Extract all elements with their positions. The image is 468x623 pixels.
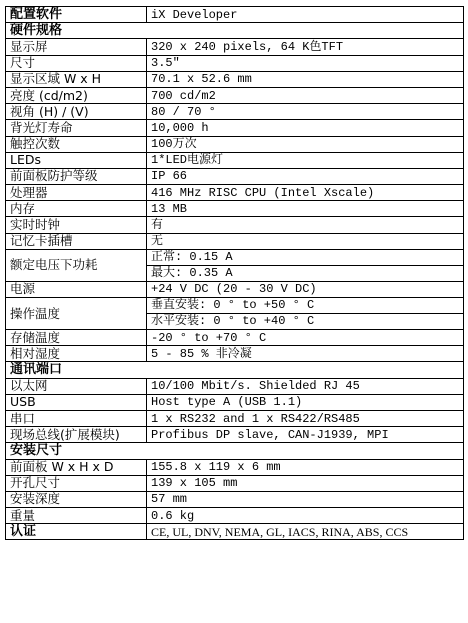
spec-label: 亮度 (cd/m2) (6, 87, 147, 103)
spec-value: 1 x RS232 and 1 x RS422/RS485 (147, 410, 464, 426)
spec-label: 实时时钟 (6, 217, 147, 233)
spec-row-power (6, 249, 464, 281)
spec-label: 操作温度 (6, 298, 147, 330)
spec-value-op-temp (147, 298, 464, 330)
spec-row (6, 217, 464, 233)
spec-value: 100万次 (147, 136, 464, 152)
spec-row (6, 346, 464, 362)
spec-row (6, 71, 464, 87)
spec-value: 80 / 70 ° (147, 104, 464, 120)
spec-label: 以太网 (6, 378, 147, 394)
section-comm (6, 362, 464, 378)
spec-label: 安装深度 (6, 491, 147, 507)
spec-row (6, 168, 464, 184)
cert-value: CE, UL, DNV, NEMA, GL, IACS, RINA, ABS, CCS (147, 524, 464, 540)
spec-row-op-temp (6, 298, 464, 330)
op-temp-horizontal: 水平安装: 0 ° to +40 ° C (151, 314, 315, 328)
spec-label: 相对湿度 (6, 346, 147, 362)
config-software-value: iX Developer (147, 7, 464, 23)
spec-row (6, 39, 464, 55)
spec-value: -20 ° to +70 ° C (147, 330, 464, 346)
spec-value: 320 x 240 pixels, 64 K色TFT (147, 39, 464, 55)
spec-row-fieldbus (6, 427, 464, 443)
op-temp-vertical: 垂直安装: 0 ° to +50 ° C (147, 298, 463, 314)
spec-row (6, 459, 464, 475)
spec-value: 700 cd/m2 (147, 87, 464, 103)
section-title: 通讯端口 (6, 362, 464, 378)
config-software-label: 配置软件 (6, 7, 147, 23)
spec-label: 存储温度 (6, 330, 147, 346)
spec-table (5, 6, 464, 540)
cert-label: 认证 (6, 524, 147, 540)
spec-label: 显示屏 (6, 39, 147, 55)
spec-label: 尺寸 (6, 55, 147, 71)
spec-row (6, 185, 464, 201)
spec-value: 5 - 85 % 非冷凝 (147, 346, 464, 362)
spec-value: 无 (147, 233, 464, 249)
spec-value: 70.1 x 52.6 mm (147, 71, 464, 87)
section-title: 硬件规格 (6, 23, 464, 39)
section-hardware (6, 23, 464, 39)
spec-value: 57 mm (147, 491, 464, 507)
cert-row (6, 524, 464, 540)
spec-row (6, 475, 464, 491)
spec-label: 触控次数 (6, 136, 147, 152)
spec-row (6, 330, 464, 346)
spec-value: 155.8 x 119 x 6 mm (147, 459, 464, 475)
spec-row (6, 152, 464, 168)
spec-label: 串口 (6, 410, 147, 426)
spec-value: Profibus DP slave, CAN-J1939, MPI (147, 427, 464, 443)
spec-label: 额定电压下功耗 (6, 249, 147, 281)
spec-value: 139 x 105 mm (147, 475, 464, 491)
spec-label: 重量 (6, 508, 147, 524)
spec-label: 处理器 (6, 185, 147, 201)
spec-row (6, 281, 464, 297)
spec-value: Host type A (USB 1.1) (147, 394, 464, 410)
spec-label: USB (6, 394, 147, 410)
spec-row (6, 233, 464, 249)
spec-label: 开孔尺寸 (6, 475, 147, 491)
power-max: 最大: 0.35 A (151, 265, 233, 280)
spec-label: 现场总线(扩展模块) (6, 427, 147, 443)
spec-row (6, 136, 464, 152)
spec-value: 3.5″ (147, 55, 464, 71)
spec-label: 显示区域 W x H (6, 71, 147, 87)
spec-row (6, 201, 464, 217)
spec-value: 有 (147, 217, 464, 233)
spec-value: 1*LED电源灯 (147, 152, 464, 168)
spec-label: 背光灯寿命 (6, 120, 147, 136)
spec-row (6, 508, 464, 524)
spec-value: 10,000 h (147, 120, 464, 136)
spec-value: 416 MHz RISC CPU (Intel Xscale) (147, 185, 464, 201)
spec-label: 前面板 W x H x D (6, 459, 147, 475)
spec-label: 视角 (H) / (V) (6, 104, 147, 120)
spec-label: 电源 (6, 281, 147, 297)
spec-row (6, 104, 464, 120)
spec-value: 0.6 kg (147, 508, 464, 524)
spec-value: IP 66 (147, 168, 464, 184)
spec-label: 记忆卡插槽 (6, 233, 147, 249)
spec-value-power (147, 249, 464, 281)
section-install (6, 443, 464, 459)
spec-label: 前面板防护等级 (6, 168, 147, 184)
spec-label: 内存 (6, 201, 147, 217)
spec-value: +24 V DC (20 - 30 V DC) (147, 281, 464, 297)
spec-label: LEDs (6, 152, 147, 168)
spec-row (6, 410, 464, 426)
spec-value: 13 MB (147, 201, 464, 217)
spec-row (6, 87, 464, 103)
spec-row (6, 120, 464, 136)
config-software-row (6, 7, 464, 23)
spec-row (6, 55, 464, 71)
section-title: 安装尺寸 (6, 443, 464, 459)
power-normal: 正常: 0.15 A (147, 250, 463, 266)
spec-row (6, 378, 464, 394)
spec-row (6, 491, 464, 507)
spec-row (6, 394, 464, 410)
spec-value: 10/100 Mbit/s. Shielded RJ 45 (147, 378, 464, 394)
